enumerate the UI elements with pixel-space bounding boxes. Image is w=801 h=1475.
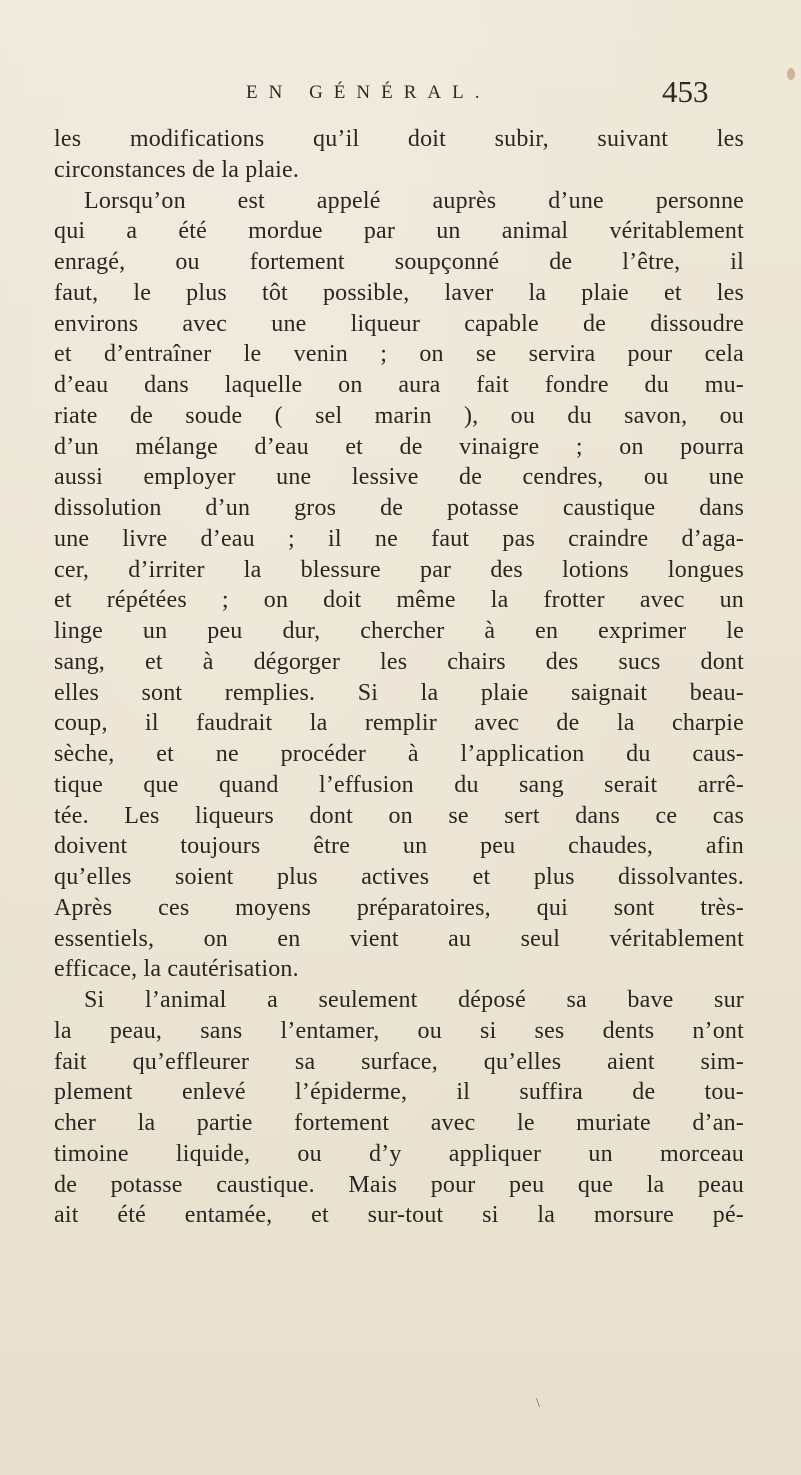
text-line: d’eau dans laquelle on aura fait fondre du mu- [54,372,744,398]
text-line: la peau, sans l’entamer, ou si ses dents n’ont [54,1017,744,1044]
text-line: tée. Les liqueurs dont on se sert dans ce cas [54,802,744,829]
body-text [54,124,744,1231]
text-line: les modifications qu’il doit subir, suivant les [54,126,744,152]
text-line: aussi employer une lessive de cendres, ou une [54,464,744,491]
text-line: efficace, la cautérisation. [54,956,299,983]
text-line: Après ces moyens préparatoires, qui sont très- [54,894,744,921]
text-line: faut, le plus tôt possible, laver la plaie et les [54,279,744,306]
text-line: et d’entraîner le venin ; on se servira pour cela [54,341,744,368]
text-line: cer, d’irriter la blessure par des lotions longues [54,556,744,583]
page-number: 453 [662,74,709,109]
text-line: sèche, et ne procéder à l’application du caus- [54,741,744,767]
running-head: EN GÉNÉRAL. [246,82,491,103]
text-line: elles sont remplies. Si la plaie saignait beau- [54,679,744,706]
text-line: sang, et à dégorger les chairs des sucs dont [54,648,744,675]
text-line: essentiels, on en vient au seul véritablement [54,925,744,952]
text-line: linge un peu dur, chercher à en exprimer le [54,618,744,644]
text-line: une livre d’eau ; il ne faut pas craindre d’aga- [54,525,744,552]
text-line: et répétées ; on doit même la frotter avec un [54,587,744,614]
text-line: cher la partie fortement avec le muriate d’an- [54,1110,744,1136]
footer-mark: \ [536,1396,540,1411]
text-line: Si l’animal a seulement déposé sa bave sur [84,987,744,1013]
text-line: de potasse caustique. Mais pour peu que la peau [54,1171,744,1198]
text-line: coup, il faudrait la remplir avec de la charpie [54,710,744,737]
text-line: dissolution d’un gros de potasse caustique dans [54,495,744,521]
text-line: tique que quand l’effusion du sang serait arrê- [54,771,744,798]
text-line: d’un mélange d’eau et de vinaigre ; on pourra [54,433,744,460]
page-header [0,74,801,122]
text-line: Lorsqu’on est appelé auprès d’une personne [84,187,744,214]
text-line: circonstances de la plaie. [54,156,300,183]
text-line: environs avec une liqueur capable de dissoudre [54,310,744,337]
text-line: qui a été mordue par un animal véritablement [54,218,744,245]
text-line: timoine liquide, ou d’y appliquer un morceau [54,1140,744,1167]
text-line: qu’elles soient plus actives et plus dissolvantes. [54,864,744,890]
text-line: ait été entamée, et sur-tout si la morsure pé- [54,1202,744,1229]
ink-stain [787,68,795,80]
text-line: doivent toujours être un peu chaudes, afin [54,833,744,860]
text-line: enragé, ou fortement soupçonné de l’être, il [54,249,744,275]
text-line: plement enlevé l’épiderme, il suffira de tou- [54,1079,744,1106]
text-line: fait qu’effleurer sa surface, qu’elles aient sim- [54,1048,744,1075]
text-line: riate de soude ( sel marin ), ou du savon, ou [54,402,744,429]
